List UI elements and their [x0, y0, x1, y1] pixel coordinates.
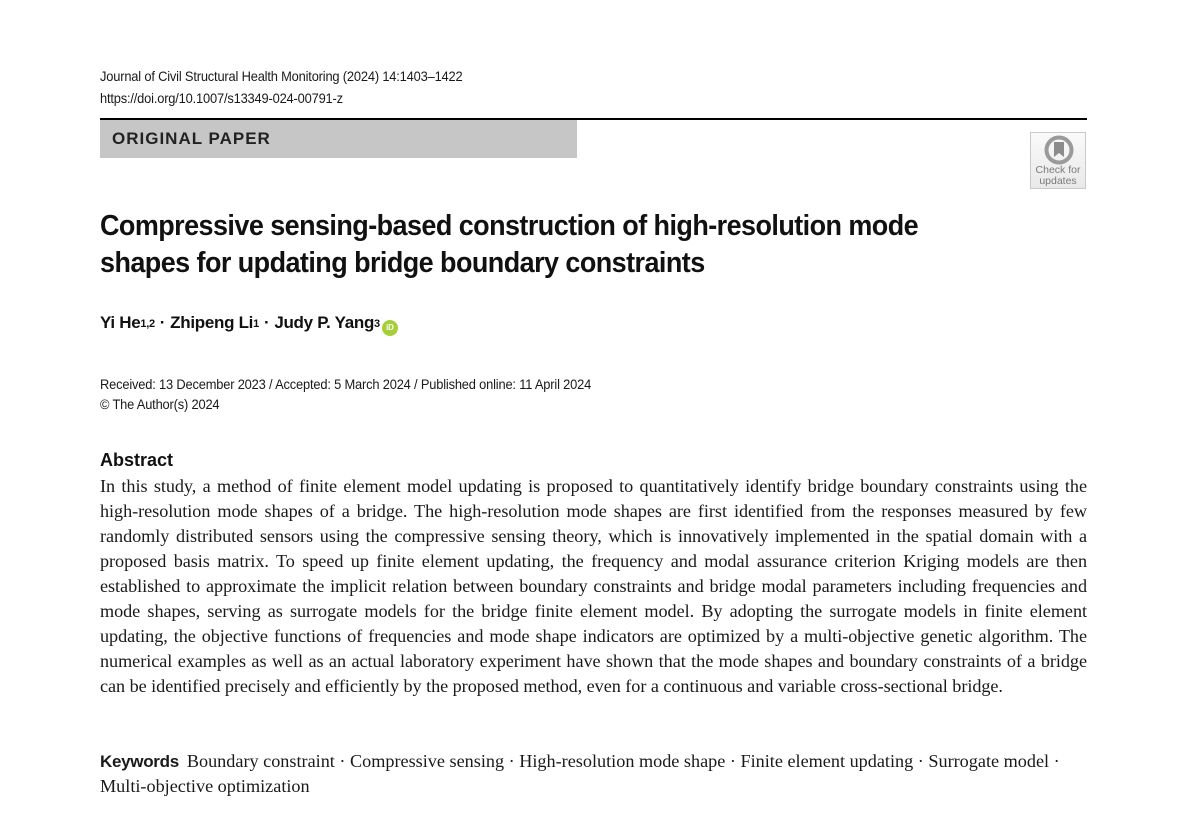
- abstract-heading: Abstract: [100, 450, 174, 470]
- author-affiliation: 1: [253, 318, 259, 330]
- author-affiliation: 3: [374, 318, 380, 330]
- article-type-banner: [100, 120, 577, 158]
- article-type-label: ORIGINAL PAPER: [112, 129, 271, 148]
- author-separator: ·: [159, 313, 166, 332]
- doi-link[interactable]: https://doi.org/10.1007/s13349-024-00791-z: [100, 90, 343, 106]
- author-affiliation: 1,2: [140, 318, 155, 330]
- keywords-section: [100, 749, 1087, 799]
- author-separator: ·: [263, 313, 270, 332]
- author-name[interactable]: Yi He: [100, 313, 141, 332]
- keywords-list: Boundary constraint · Compressive sensing · High-resolution mode shape · Finite element updating · Surrogate model · Multi-objective optimization: [100, 751, 1060, 796]
- abstract-text: In this study, a method of finite element model updating is proposed to quantitatively identify bridge boundary constraints using the high-resolution mode shapes of a bridge. The high-resolution mode shapes are first identified from the responses measured by few randomly distributed sensors using the compressive sensing theory, which is innovatively implemented in the spatial domain with a proposed basis matrix. To speed up finite element updating, the frequency and modal assurance criterion Kriging models are then established to approximate the implicit relation between boundary constraints and bridge modal parameters including frequencies and mode shapes, serving as surrogate models for the bridge finite element model. By adopting the surrogate models in finite element updating, the objective functions of frequencies and mode shape indicators are optimized by a multi-objective genetic algorithm. The numerical examples as well as an actual laboratory experiment have shown that the mode shapes and boundary constraints of a bridge can be identified precisely and efficiently by the proposed method, even for a continuous and variable cross-sectional bridge.: [100, 476, 1087, 696]
- orcid-icon[interactable]: iD: [382, 320, 398, 336]
- author-name[interactable]: Judy P. Yang: [274, 313, 375, 332]
- paper-title: Compressive sensing-based construction of high-resolution mode shapes for updating bridge boundary constraints: [100, 210, 919, 279]
- journal-meta: [100, 65, 462, 109]
- journal-citation: Journal of Civil Structural Health Monitoring (2024) 14:1403–1422: [100, 68, 463, 84]
- check-for-updates-button[interactable]: [1030, 132, 1086, 189]
- bookmark-circle-icon: [1044, 135, 1074, 165]
- history-dates: Received: 13 December 2023 / Accepted: 5 March 2024 / Published online: 11 April 2024: [100, 376, 592, 392]
- keywords-label: Keywords: [100, 752, 179, 771]
- author-name[interactable]: Zhipeng Li: [170, 313, 254, 332]
- author-list: [100, 313, 398, 334]
- copyright-notice: © The Author(s) 2024: [100, 396, 220, 412]
- check-updates-text: Check for updates: [1035, 164, 1081, 187]
- publication-dates: [100, 374, 591, 414]
